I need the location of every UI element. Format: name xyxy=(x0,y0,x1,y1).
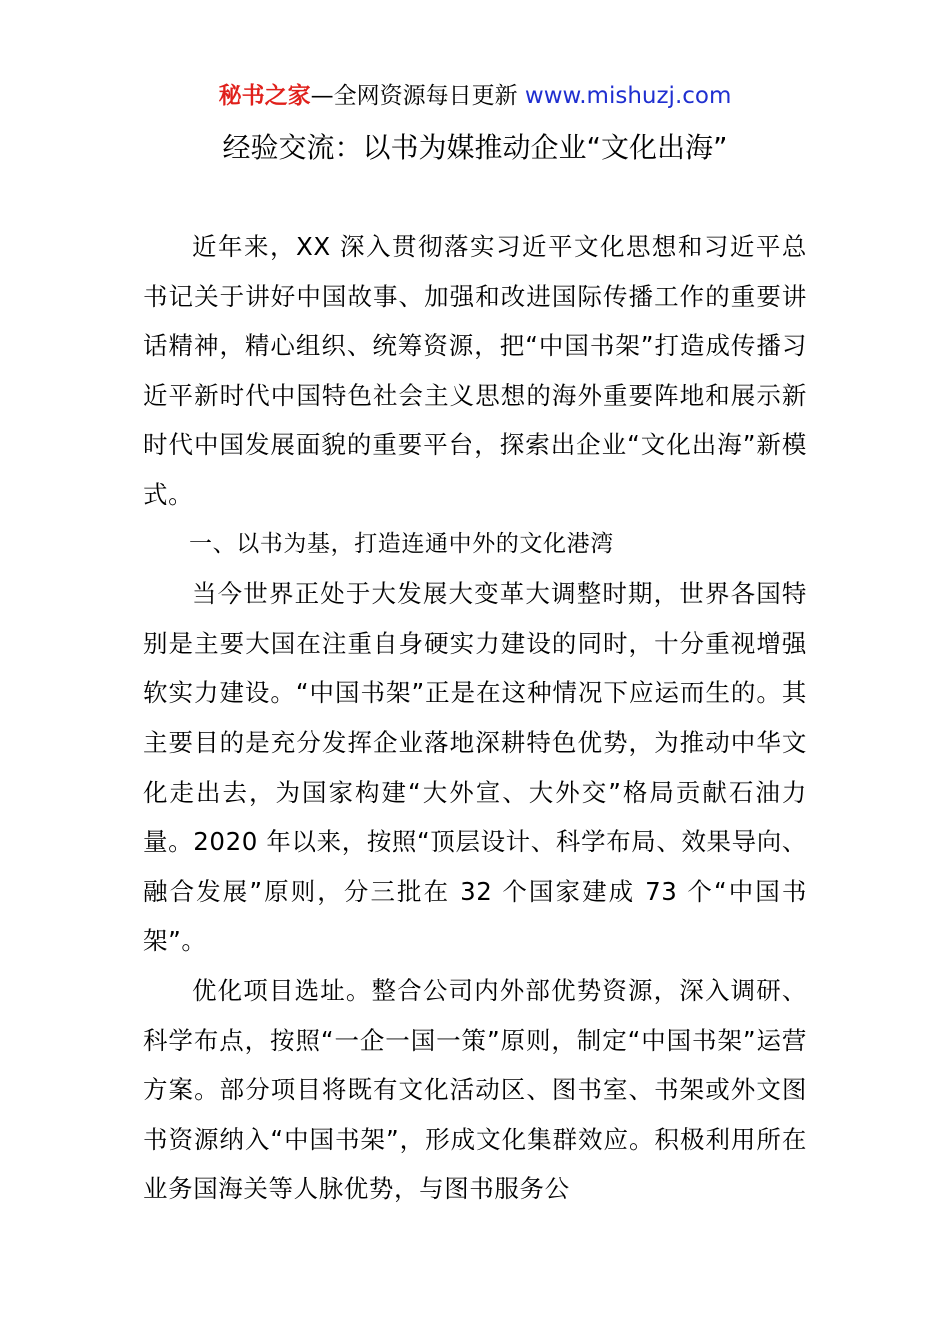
intro-paragraph: 近年来，XX 深入贯彻落实习近平文化思想和习近平总书记关于讲好中国故事、加强和改进国际传播工作的重要讲话精神，精心组织、统筹资源，把“中国书架”打造成传播习近平新时代中国特色社会主义思想的海外重要阵地和展示新时代中国发展面貌的重要平台，探索出企业“文化出海”新模式。 xyxy=(143,232,807,509)
document-title: 经验交流：以书为媒推动企业“文化出海” xyxy=(222,131,728,164)
document-body xyxy=(143,222,807,1214)
body-paragraph: 优化项目选址。整合公司内外部优势资源，深入调研、科学布点，按照“一企一国一策”原则，制定“中国书架”运营方案。部分项目将既有文化活动区、图书室、书架或外文图书资源纳入“中国书架”，形成文化集群效应。积极利用所在业务国海关等人脉优势，与图书服务公 xyxy=(143,975,807,1204)
site-header xyxy=(0,80,950,112)
site-brand: 秘书之家 xyxy=(218,83,311,109)
section-heading: 一、以书为基，打造连通中外的文化港湾 xyxy=(189,530,614,557)
site-url[interactable]: www.mishuzj.com xyxy=(524,83,732,109)
site-tagline: —全网资源每日更新 xyxy=(310,83,525,109)
body-paragraph: 当今世界正处于大发展大变革大调整时期，世界各国特别是主要大国在注重自身硬实力建设的同时，十分重视增强软实力建设。“中国书架”正是在这种情况下应运而生的。其主要目的是充分发挥企业落地深耕特色优势，为推动中华文化走出去，为国家构建“大外宣、大外交”格局贡献石油力量。2020 年以来，按照“顶层设计、科学布局、效果导向、融合发展”原则，分三批在 32 个国家建成 73 个“中国书架”。 xyxy=(143,579,807,956)
